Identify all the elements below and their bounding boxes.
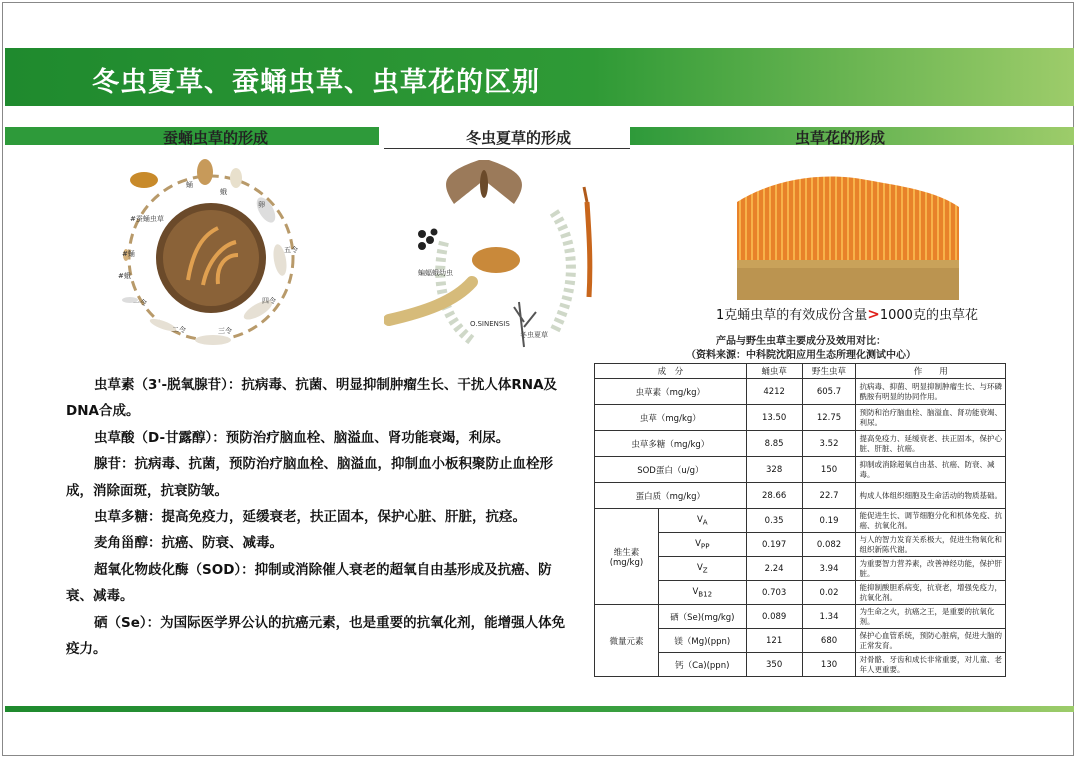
wild-value: 12.75	[802, 405, 856, 431]
vitamin-letter: V	[696, 514, 703, 525]
vitamin-letter: V	[696, 562, 703, 573]
ingredient-paragraph: 虫草多糖：提高免疫力，延缓衰老，扶正固本，保护心脏、肝脏，抗痉。	[94, 509, 526, 526]
table-row	[595, 431, 1006, 457]
table-row	[595, 483, 1006, 509]
comparison-table	[594, 363, 1006, 677]
wild-value: 130	[802, 653, 856, 677]
trace-group-label: 微量元素	[595, 605, 659, 677]
vitamin-name	[658, 557, 746, 581]
trace-name: 镁（Mg)(ppn)	[658, 629, 746, 653]
lifecycle-label-stage2: 二令	[172, 326, 186, 334]
table-header: 野生虫草	[802, 364, 856, 379]
effect-text: 保护心血管系统，预防心脏病，促进大脑的正常发育。	[856, 629, 1006, 653]
effect-text: 抑制或消除超氧自由基、抗癌、防衰、减毒。	[856, 457, 1006, 483]
pupa-cordyceps-lifecycle-illustration	[108, 150, 318, 365]
wild-value: 3.94	[802, 557, 856, 581]
table-row	[595, 457, 1006, 483]
section-heading-pupa: 蚕蛹虫草的形成	[163, 129, 269, 147]
effect-text: 构成人体组织细胞及生命活动的物质基础。	[856, 483, 1006, 509]
lifecycle-label-moth-hash: #蛾	[118, 272, 131, 280]
trace-name: 硒（Se)(mg/kg)	[658, 605, 746, 629]
vitamin-name	[658, 533, 746, 557]
wild-value: 0.02	[802, 581, 856, 605]
row-name: 虫草素（mg/kg）	[595, 379, 747, 405]
table-row	[595, 379, 1006, 405]
vitamin-name	[658, 509, 746, 533]
row-name: 虫草（mg/kg）	[595, 405, 747, 431]
trace-name: 钙（Ca)(ppn)	[658, 653, 746, 677]
wild-value: 150	[802, 457, 856, 483]
effect-text: 提高免疫力、延缓衰老、扶正固本，保护心脏、肝脏、抗癌。	[856, 431, 1006, 457]
ingredient-descriptions	[66, 372, 566, 662]
table-header: 蛹虫草	[746, 364, 802, 379]
effect-text: 抗病毒、抑菌、明显抑制肿瘤生长、与环磷酰胺有明显的协同作用。	[856, 379, 1006, 405]
vitamin-subscript: Z	[702, 565, 708, 575]
row-name: SOD蛋白（u/g）	[595, 457, 747, 483]
vitamin-letter: V	[692, 586, 699, 597]
effect-text: 与人的智力发育关系极大，促进生物氧化和组织新陈代谢。	[856, 533, 1006, 557]
wild-value: 0.19	[802, 509, 856, 533]
pupa-value: 0.35	[746, 509, 802, 533]
pupa-value: 0.197	[746, 533, 802, 557]
vitamin-subscript: A	[702, 517, 708, 527]
ingredient-paragraph: 超氧化物歧化酶（SOD）：抑制或消除催人衰老的超氧自由基形成及抗癌、防衰、减毒。	[66, 561, 552, 605]
ingredient-paragraph: 虫草酸（D-甘露醇）：预防治疗脑血栓、脑溢血、肾功能衰竭，利尿。	[94, 429, 510, 446]
table-title: 产品与野生虫草主要成分及效用对比：	[716, 336, 886, 347]
lifecycle-label-egg: 卵	[258, 201, 265, 209]
flower-caption-gt: >	[867, 305, 880, 323]
pupa-value: 328	[746, 457, 802, 483]
lifecycle-label-stage5: 五令	[284, 246, 298, 254]
flower-caption-end: 1000克的虫草花	[879, 308, 978, 323]
bottom-banner	[5, 706, 1074, 712]
table-row	[595, 405, 1006, 431]
heading-underline	[384, 148, 630, 149]
page-title: 冬虫夏草、蚕蛹虫草、虫草花的区别	[92, 67, 540, 98]
lifecycle-label-stage4: 四令	[262, 297, 276, 305]
pupa-value: 28.66	[746, 483, 802, 509]
pupa-value: 0.703	[746, 581, 802, 605]
effect-text: 预防和治疗脑血栓、脑溢血、肾功能衰竭、利尿。	[856, 405, 1006, 431]
ingredient-paragraph: 硒（Se）：为国际医学界公认的抗癌元素，也是重要的抗氧化剂，能增强人体免疫力。	[66, 614, 566, 658]
wild-value: 3.52	[802, 431, 856, 457]
lifecycle-label-stage3: 三令	[218, 327, 232, 335]
lifecycle-label-stage1: 一令	[133, 299, 147, 307]
pupa-value: 2.24	[746, 557, 802, 581]
ingredient-paragraph: 腺苷：抗病毒、抗菌，预防治疗脑血栓、脑溢血，抑制血小板积聚防止血栓形成，消除面斑，抗衰防皱。	[66, 456, 553, 499]
table-header: 成 分	[595, 364, 747, 379]
effect-text: 能促进生长、调节细胞分化和机体免疫、抗癌、抗氧化剂。	[856, 509, 1006, 533]
effect-text: 为生命之火，抗癌之王，是重要的抗氧化剂。	[856, 605, 1006, 629]
lifecycle-label-pupa: 蛹	[186, 181, 193, 189]
ingredient-paragraph: 虫草素（3'-脱氧腺苷）：抗病毒、抗菌、明显抑制肿瘤生长、干扰人体RNA及DNA合成。	[66, 377, 558, 420]
ingredient-paragraph: 麦角甾醇：抗癌、防衰、减毒。	[94, 535, 283, 552]
row-name: 虫草多糖（mg/kg）	[595, 431, 747, 457]
section-heading-flower: 虫草花的形成	[795, 129, 886, 147]
pupa-value: 13.50	[746, 405, 802, 431]
wild-label-sinensis: O.SINENSIS	[470, 320, 510, 328]
vitamin-letter: V	[695, 538, 701, 549]
effect-text: 能抑制酸胆系病变，抗衰老，增强免疫力，抗氧化剂。	[856, 581, 1006, 605]
wild-value: 0.082	[802, 533, 856, 557]
cordyceps-flower-image	[737, 172, 959, 300]
wild-label-larva: 蝙蝠蛾幼虫	[418, 269, 453, 277]
table-row	[595, 509, 1006, 533]
lifecycle-label-pupa-hash: #蛹	[122, 250, 135, 258]
pupa-value: 0.089	[746, 605, 802, 629]
section-heading-wild: 冬虫夏草的形成	[466, 129, 572, 147]
pupa-value: 8.85	[746, 431, 802, 457]
vitamin-name	[658, 581, 746, 605]
lifecycle-label-cordyceps: #蚕蛹虫草	[130, 215, 164, 223]
wild-value: 22.7	[802, 483, 856, 509]
vitamin-subscript: B12	[698, 589, 713, 599]
wild-label-cordyceps: 冬虫夏草	[520, 331, 548, 339]
table-row	[595, 605, 1006, 629]
wild-value: 1.34	[802, 605, 856, 629]
lifecycle-label-moth: 蛾	[220, 188, 227, 196]
row-name: 蛋白质（mg/kg）	[595, 483, 747, 509]
vitamin-group-label: 维生素 (mg/kg)	[595, 509, 659, 605]
effect-text: 为重要智力营养素，改善神经功能，保护肝脏。	[856, 557, 1006, 581]
flower-caption	[716, 304, 978, 323]
pupa-value: 350	[746, 653, 802, 677]
pupa-value: 4212	[746, 379, 802, 405]
vitamin-subscript: PP	[700, 541, 710, 551]
wild-value: 605.7	[802, 379, 856, 405]
table-header: 作 用	[856, 364, 1006, 379]
pupa-value: 121	[746, 629, 802, 653]
effect-text: 对骨骼、牙齿和成长非常重要，对儿童、老年人更重要。	[856, 653, 1006, 677]
table-source: （资料来源：中科院沈阳应用生态所理化测试中心）	[686, 350, 916, 361]
wild-value: 680	[802, 629, 856, 653]
flower-caption-start: 1克蛹虫草的有效成份含量	[716, 308, 868, 323]
